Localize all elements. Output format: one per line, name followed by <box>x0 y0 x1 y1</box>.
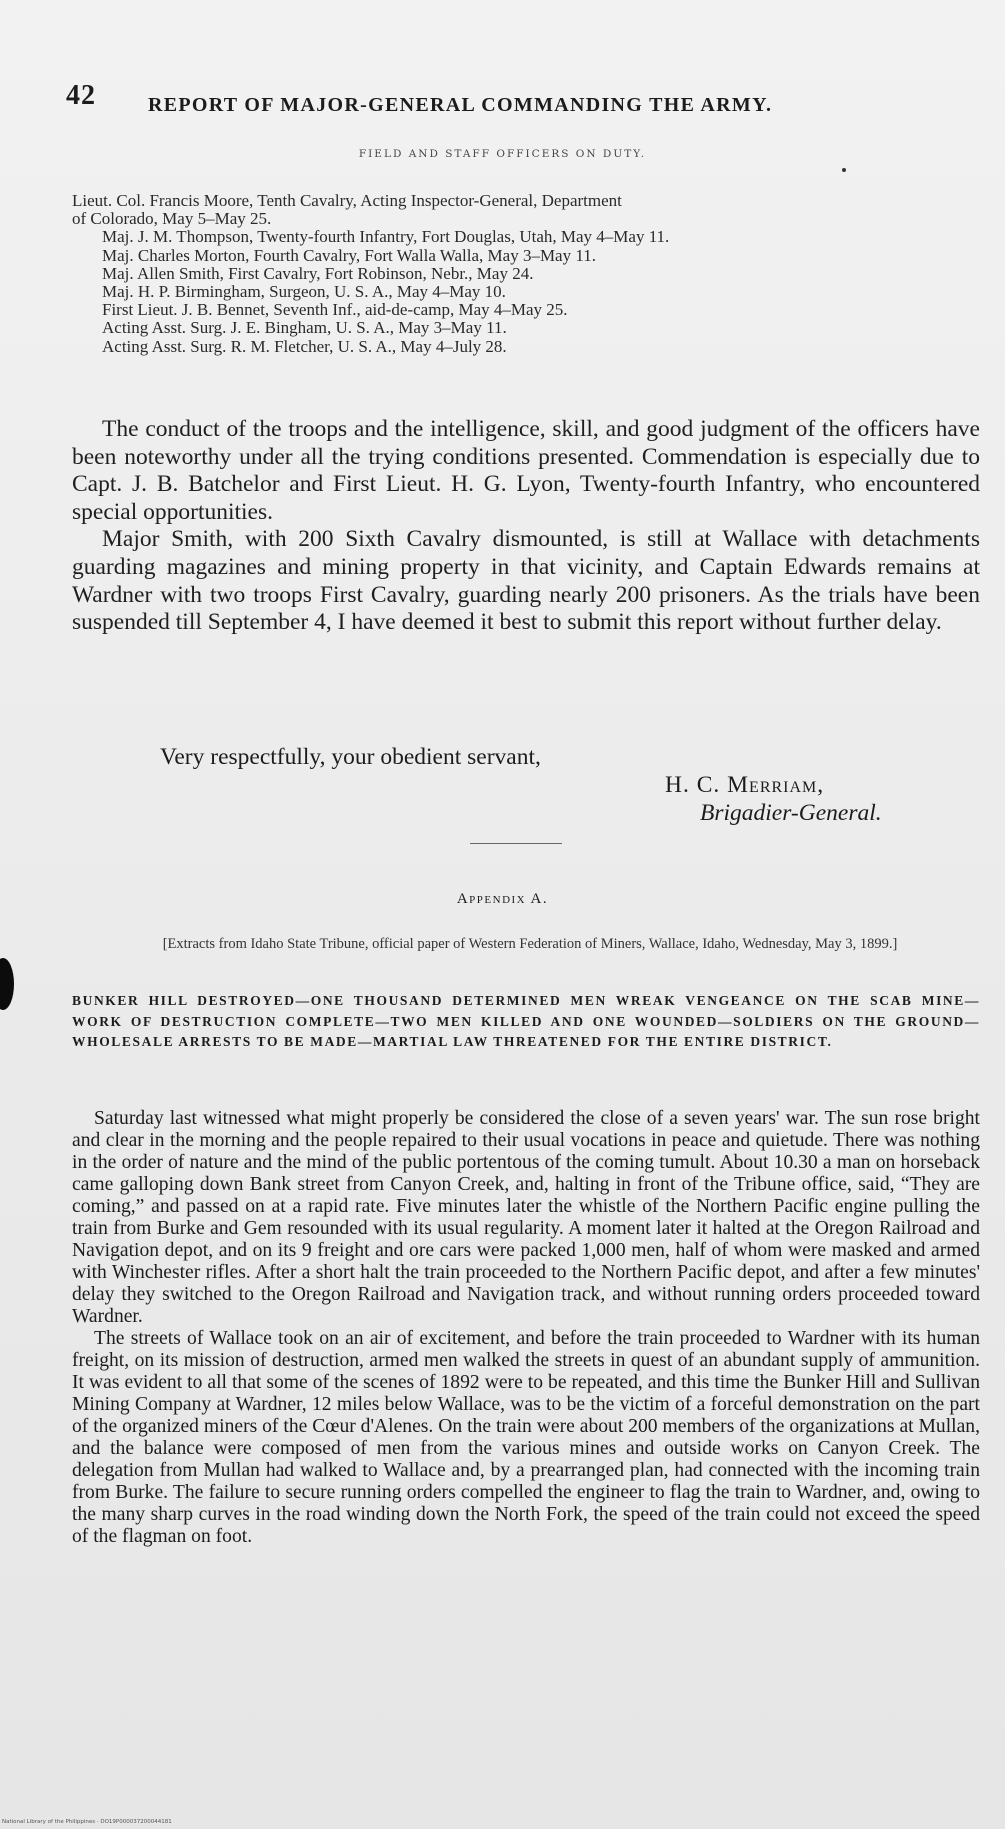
officer-line: Maj. J. M. Thompson, Twenty-fourth Infantry, Fort Douglas, Utah, May 4–May 11. <box>102 227 670 247</box>
complimentary-close: Very respectfully, your obedient servant, <box>160 744 541 770</box>
officer-line: Maj. H. P. Birmingham, Surgeon, U. S. A., May 4–May 10. <box>102 282 506 302</box>
speck <box>842 168 846 172</box>
officer-line: Acting Asst. Surg. J. E. Bingham, U. S. A., May 3–May 11. <box>102 318 507 338</box>
officer-line: Lieut. Col. Francis Moore, Tenth Cavalry, Acting Inspector-General, Department <box>72 191 622 210</box>
section-title: FIELD AND STAFF OFFICERS ON DUTY. <box>358 148 647 160</box>
scan-footer: National Library of the Philippines · DO19P000037200044181 <box>2 1819 172 1825</box>
officer-line: Maj. Allen Smith, First Cavalry, Fort Robinson, Nebr., May 24. <box>102 263 534 283</box>
divider <box>470 843 562 844</box>
officer-line: Acting Asst. Surg. R. M. Fletcher, U. S. A., May 4–July 28. <box>102 336 507 356</box>
appendix-paragraph: Saturday last witnessed what might properly be considered the close of a seven years' war. The sun rose bright and clear in the morning and the people repaired to their usual vocations in peace and quietude. There was nothing in the order of nature and the mind of the public portentous of the coming tumult. About 10.30 a man on horseback came galloping down Bank street from Canyon Creek, and, halting in front of the Tribune office, said, “They are coming,” and passed on at a rapid rate. Five minutes later the whistle of the Northern Pacific engine pulling the train from Burke and Gem resounded with its usual regularity. A moment later it halted at the Oregon Railroad and Navigation depot, and on its 9 freight and ore cars were packed 1,000 men, half of whom were masked and armed with Winchester rifles. After a short halt the train proceeded to the Northern Pacific depot, and after a few minutes' delay they switched to the Oregon Railroad and Navigation track, and without running orders proceeded toward Wardner. <box>72 1108 980 1327</box>
extract-note: [Extracts from Idaho State Tribune, official paper of Western Federation of Miners, Wallace, Idaho, Wednesday, May 3, 1899.] <box>162 936 898 952</box>
appendix-body <box>72 1108 980 1548</box>
signer-name: H. C. Merriam, <box>665 772 825 798</box>
officer-line: First Lieut. J. B. Bennet, Seventh Inf., aid-de-camp, May 4–May 25. <box>102 300 568 320</box>
signer-rank: Brigadier-General. <box>700 800 882 826</box>
officer-line: of Colorado, May 5–May 25. <box>72 209 272 229</box>
ink-blot <box>0 958 14 1010</box>
officers-list <box>72 192 982 356</box>
appendix-paragraph: The streets of Wallace took on an air of excitement, and before the train proceeded to Wardner with its human freight, on its mission of destruction, armed men walked the streets in quest of an abundant supply of ammunition. It was evident to all that some of the scenes of 1892 were to be repeated, and this time the Bunker Hill and Sullivan Mining Company at Wardner, 12 miles below Wallace, was to be the victim of a forceful demonstration on the part of the organized miners of the Cœur d'Alenes. On the train were about 200 members of the organizations at Mullan, and the balance were composed of men from the various mines and outside works on Canyon Creek. The delegation from Mullan had walked to Wallace and, by a prearranged plan, had connected with the incoming train from Burke. The failure to secure running orders compelled the engineer to flag the train to Wardner, and, owing to the many sharp curves in the road winding down the North Fork, the speed of the train could not exceed the speed of the flagman on foot. <box>72 1328 980 1547</box>
page-number: 42 <box>66 80 96 111</box>
appendix-title: Appendix A. <box>456 891 549 907</box>
report-paragraph: The conduct of the troops and the intelligence, skill, and good judgment of the officers have been noteworthy under all the trying conditions presented. Commendation is especially due to Capt. J. B. Batchelor and First Lieut. H. G. Lyon, Twenty-fourth Infantry, who encountered special opportunities. <box>72 416 980 525</box>
report-paragraph: Major Smith, with 200 Sixth Cavalry dismounted, is still at Wallace with detachments guarding magazines and mining property in that vicinity, and Captain Edwards remains at Wardner with two troops First Cavalry, guarding nearly 200 prisoners. As the trials have been suspended till September 4, I have deemed it best to submit this report without further delay. <box>72 526 980 636</box>
running-head: REPORT OF MAJOR-GENERAL COMMANDING THE ARMY. <box>148 94 773 116</box>
newspaper-headline: BUNKER HILL DESTROYED—ONE THOUSAND DETERMINED MEN WREAK VENGEANCE ON THE SCAB MINE—WORK OF DESTRUCTION COMPLETE—TWO MEN KILLED AND ONE WOUNDED—SOLDIERS ON THE GROUND—WHOLESALE ARRESTS TO BE MADE—MARTIAL LAW THREATENED FOR THE ENTIRE DISTRICT. <box>72 993 980 1049</box>
officer-line: Maj. Charles Morton, Fourth Cavalry, Fort Walla Walla, May 3–May 11. <box>102 245 596 265</box>
report-body <box>72 416 980 637</box>
